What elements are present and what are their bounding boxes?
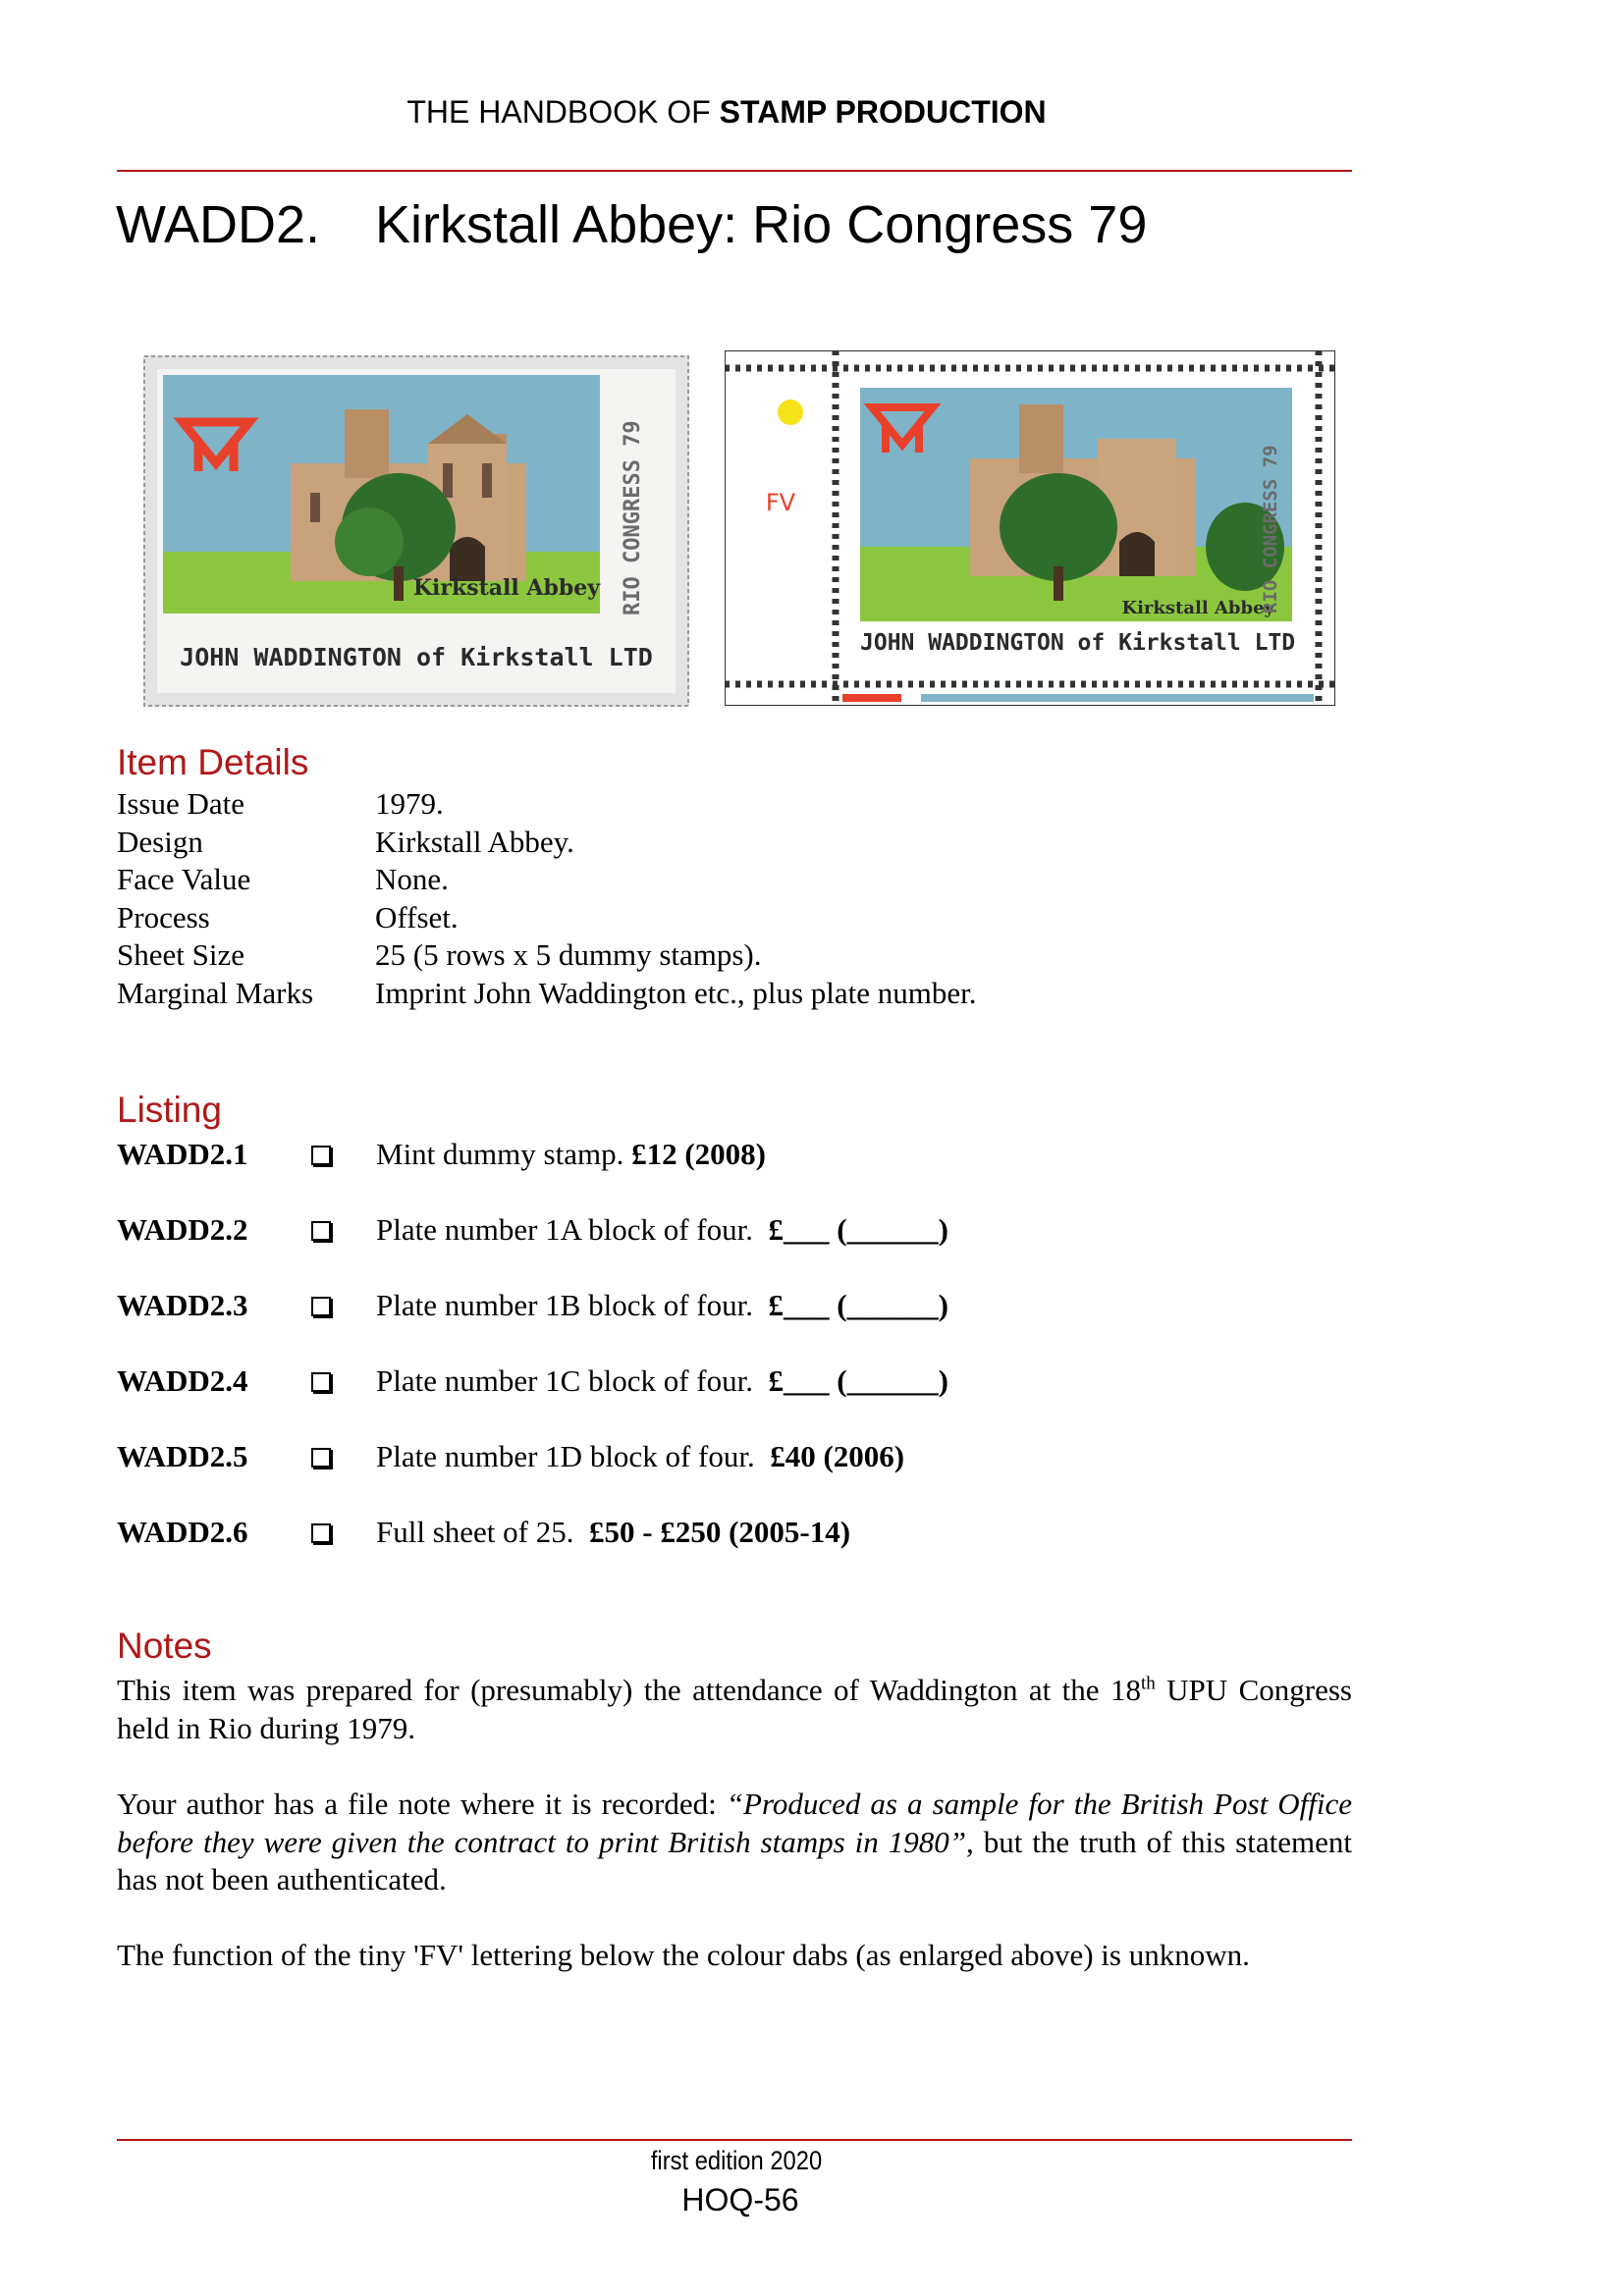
detail-label: Design [117,824,203,859]
listing-code: WADD2.1 [117,1137,248,1171]
stamp-caption: Kirkstall Abbey [412,575,600,601]
footer-rule [117,2139,1352,2141]
detail-row [117,824,977,862]
listing-row [117,1513,850,1552]
checkbox-icon[interactable] [311,1297,331,1316]
header-bold: STAMP PRODUCTION [719,94,1047,130]
detail-value: None. [375,862,449,897]
checkbox-icon[interactable] [311,1372,331,1392]
listing-text: Plate number 1D block of four. [376,1439,755,1473]
stamp-imprint: JOHN WADDINGTON of Kirkstall LTD [180,643,653,671]
listing-price: £50 - £250 (2005-14) [589,1515,851,1549]
detail-value: 25 (5 rows x 5 dummy stamps). [375,937,762,973]
title-text: Kirkstall Abbey: Rio Congress 79 [375,195,1148,254]
listing-code: WADD2.5 [117,1439,248,1473]
detail-row [117,785,977,824]
item-details-table [117,785,977,1013]
detail-value: 1979. [375,786,444,821]
stamp-side-text: RIO CONGRESS 79 [1260,445,1281,614]
listing-text: Plate number 1C block of four. [376,1363,753,1398]
stamp-imprint: JOHN WADDINGTON of Kirkstall LTD [860,630,1296,656]
notes-p1-a: This item was prepared for (presumably) the attendance of Waddington at the 18 [117,1673,1141,1707]
detail-row [117,899,977,937]
listing-text: Plate number 1B block of four. [376,1288,753,1322]
listing-row [117,1362,948,1401]
detail-value: Kirkstall Abbey. [375,824,574,859]
title-code: WADD2. [116,195,321,254]
detail-label: Face Value [117,862,251,897]
item-details-heading: Item Details [117,742,309,782]
listing-price: £12 (2008) [631,1137,766,1171]
listing-text: Plate number 1A block of four. [376,1212,753,1247]
stamp-caption: Kirkstall Abbey [1121,598,1274,618]
listing-code: WADD2.2 [117,1212,248,1247]
detail-value: Offset. [375,899,459,934]
header-prefix: THE HANDBOOK OF [406,94,711,130]
detail-label: Marginal Marks [117,975,314,1010]
notes-p2-b: , but the truth of this statement has not been authenticated. [117,1824,1352,1896]
checkbox-icon[interactable] [311,1221,331,1241]
detail-row [117,975,977,1013]
detail-row [117,861,977,899]
notes-p1-b: UPU Congress held in Rio during 1979. [117,1673,1352,1745]
colour-dab [778,400,803,425]
checkbox-icon[interactable] [311,1523,331,1543]
listing-code: WADD2.3 [117,1288,248,1322]
stamp-side-text: RIO CONGRESS 79 [621,420,645,615]
running-header [0,94,1453,131]
notes-p2-quote: “Produced as a sample for the British Post Office before they were given the contract to print British stamps in 1980” [117,1787,1352,1859]
listing-price: £___ (______) [768,1363,948,1398]
checkbox-icon[interactable] [311,1146,331,1165]
stamp-image [143,355,689,707]
notes-p1-sup: th [1140,1673,1156,1694]
listing-row [117,1210,948,1250]
page-title [116,194,1147,255]
listing-heading: Listing [117,1090,222,1130]
listing-row [117,1135,766,1174]
notes-paragraph-3: The function of the tiny 'FV' lettering below the colour dabs (as enlarged above) is unknown. [117,1938,1250,1972]
notes-paragraph-2 [117,1786,1352,1899]
detail-label: Sheet Size [117,937,244,973]
listing-row [117,1286,948,1325]
listing-row [117,1437,904,1476]
header-rule [117,170,1352,172]
listing-text: Full sheet of 25. [376,1515,574,1549]
footer-edition: first edition 2020 [650,2146,823,2175]
sheet-corner-image [725,350,1335,706]
detail-label: Issue Date [117,786,244,821]
detail-label: Process [117,899,210,934]
detail-row [117,936,977,975]
notes-p2-a: Your author has a file note where it is recorded: [117,1787,727,1821]
listing-price: £___ (______) [768,1212,948,1247]
notes-paragraph-1 [117,1672,1352,1747]
listing-text: Mint dummy stamp. [376,1137,624,1171]
listing-price: £40 (2006) [770,1439,905,1473]
fv-mark: FV [765,489,796,516]
detail-value: Imprint John Waddington etc., plus plate number. [375,975,977,1010]
page-number: HOQ-56 [681,2182,799,2217]
listing-price: £___ (______) [768,1288,948,1322]
listing-code: WADD2.6 [117,1515,248,1549]
listing-code: WADD2.4 [117,1363,248,1398]
notes-heading: Notes [117,1626,212,1666]
checkbox-icon[interactable] [311,1448,331,1468]
